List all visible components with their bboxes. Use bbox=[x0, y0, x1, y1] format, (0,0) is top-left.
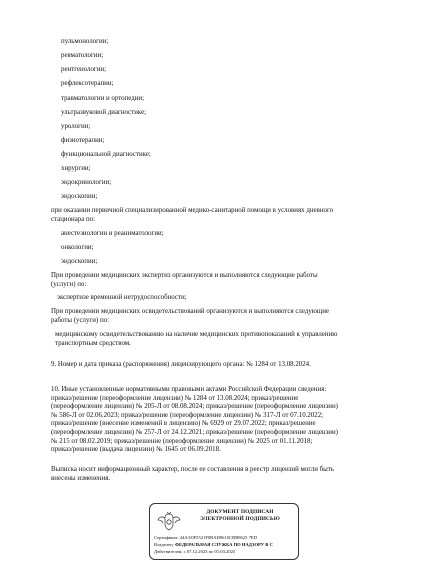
list-item: онкологии; bbox=[61, 244, 94, 251]
stamp-owner-name: ФЕДЕРАЛЬНАЯ СЛУЖБА ПО НАДЗОРУ В С bbox=[175, 542, 273, 547]
stamp-title-line: ДОКУМЕНТ ПОДПИСАН bbox=[206, 509, 274, 515]
exam-heading: При проведении медицинских освидетельствований организуются и выполняются следующие bbox=[51, 308, 329, 315]
section-10-line: приказ/решение (выдача лицензии) № 1645 от 06.09.2018. bbox=[51, 446, 221, 454]
stamp-certificate: Сертификат: 44A3/0F5521F0BAD0610CBB8625 7ED bbox=[154, 535, 258, 540]
section-10-line: приказ/решение (переоформление лицензии) № 1284 от 13.08.2024; приказ/решение bbox=[51, 394, 299, 402]
stamp-title bbox=[184, 509, 296, 523]
list-item: пульмонологии; bbox=[61, 38, 109, 45]
section-10-line: 10. Иные установленные нормативными правовыми актами Российской Федерации сведения: bbox=[51, 386, 327, 393]
expertise-heading: При проведении медицинских экспертиз организуются и выполняются следующие работы bbox=[51, 272, 318, 279]
list-item: хирургии; bbox=[61, 165, 91, 172]
stamp-owner-prefix: Владелец: bbox=[154, 542, 174, 547]
section-10-line: (переоформление лицензии) № 257-Л от 24.12.2021; приказ/решение (переоформление лицензии) bbox=[51, 428, 338, 436]
list-item: эндоскопии; bbox=[61, 193, 98, 200]
list-item: медицинскому освидетельствованию на наличие медицинских противопоказаний к управлению bbox=[55, 331, 338, 338]
stamp-title-line: ЭЛЕКТРОННОЙ ПОДПИСЬЮ bbox=[200, 515, 280, 522]
stamp-owner bbox=[154, 542, 273, 547]
list-item: анестезиологии и реаниматологии; bbox=[61, 230, 164, 237]
section-10-line: приказ/решение (внесение изменений в лицензию) № 6929 от 29.07.2022; приказ/решение bbox=[51, 420, 316, 428]
note-line: Выписка носит информационный характер, после ее составления в реестр лицензий могли быть bbox=[51, 466, 334, 473]
section-9: 9. Номер и дата приказа (распоряжения) лицензирующего органа: № 1284 от 13.08.2024. bbox=[51, 361, 311, 368]
electronic-signature-stamp bbox=[149, 503, 299, 560]
day-hospital-heading: стационара по: bbox=[51, 216, 96, 223]
list-item: травматологии и ортопедии; bbox=[61, 95, 145, 102]
stamp-validity: Действителен: с 07.12.2023 по 01.03.2025 bbox=[154, 549, 236, 554]
exam-heading: работы (услуги) по: bbox=[51, 317, 109, 324]
list-item: ревматологии; bbox=[61, 52, 104, 59]
list-item: эндокринологии; bbox=[61, 179, 112, 186]
coat-of-arms-icon bbox=[156, 510, 182, 532]
list-item: экспертизе временной нетрудоспособности; bbox=[57, 294, 187, 301]
list-item: физиотерапии; bbox=[61, 137, 105, 144]
list-item: рентгенологии; bbox=[61, 66, 107, 73]
section-10-line: № 215 от 08.02.2019; приказ/решение (переоформление лицензии) № 2025 от 01.11.2018; bbox=[51, 437, 313, 445]
expertise-heading: (услуги) по: bbox=[51, 281, 87, 288]
list-item: эндоскопии; bbox=[61, 258, 98, 265]
list-item: функциональной диагностике; bbox=[61, 151, 151, 158]
section-10-line: (переоформление лицензии) № 205-Л от 08.08.2024; приказ/решение (переоформление лицензии) bbox=[51, 403, 338, 411]
list-item: ультразвуковой диагностике; bbox=[61, 109, 147, 116]
list-item: транспортным средством. bbox=[55, 340, 131, 347]
day-hospital-heading: при оказании первичной специализированной медико-санитарной помощи в условиях дневного bbox=[51, 207, 334, 214]
section-10 bbox=[51, 386, 396, 455]
registry-note bbox=[51, 466, 396, 483]
list-item: рефлексотерапии; bbox=[61, 80, 114, 87]
list-item: урологии; bbox=[61, 123, 91, 130]
note-line: внесены изменения. bbox=[51, 474, 111, 482]
section-10-line: № 586-Л от 02.06.2023; приказ/решение (переоформление лицензии) № 317-Л от 07.10.2022; bbox=[51, 411, 324, 419]
